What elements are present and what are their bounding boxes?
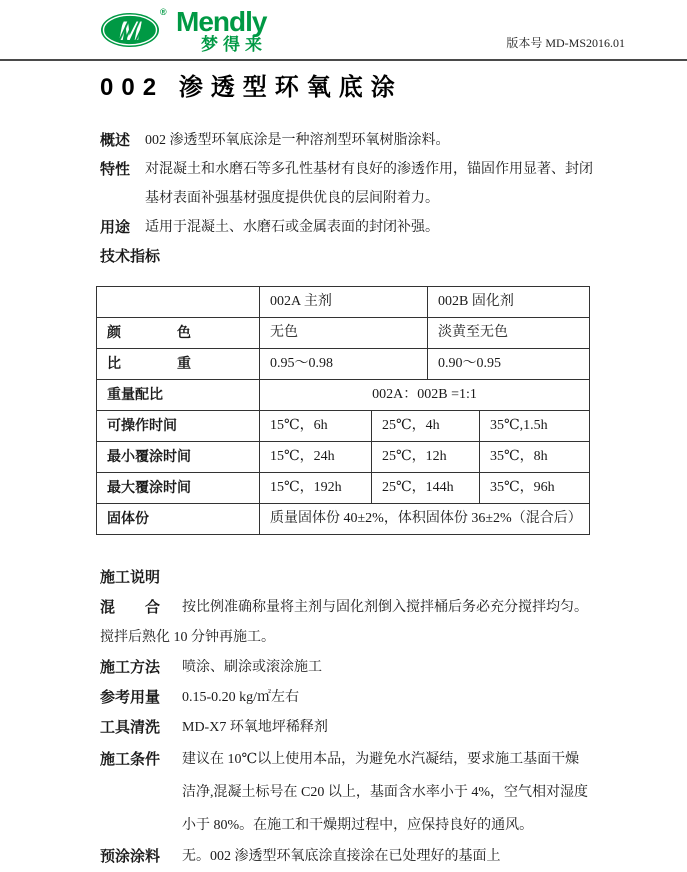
tech-indicators-heading: 技术指标 [100,248,161,265]
solids-value: 质量固体份 40±2%，体积固体份 36±2%（混合后） [259,504,589,534]
table-row-color [97,317,589,348]
dosage-row [100,683,625,713]
solids-label: 固体份 [107,510,149,526]
cleaning-row [100,713,625,743]
features-text [145,155,625,213]
pot-life-35c: 35℃,1.5h [479,411,589,441]
table-row-header [97,287,589,317]
method-text: 喷涂、刷涂或滚涂施工 [182,660,322,675]
color-b: 淡黄至无色 [427,318,589,348]
header-component-a: 002A 主剂 [259,287,427,317]
pot-life-15c: 15℃，6h [259,411,371,441]
usage-label: 用途 [100,219,131,236]
conditions-line-2: 洁净,混凝土标号在 C20 以上，基面含水率小于 4%，空气相对湿度 [182,785,588,800]
min-recoat-label: 最小覆涂时间 [107,448,191,464]
conditions-label: 施工条件 [100,751,161,768]
mixing-row [100,593,625,623]
features-label: 特性 [100,161,131,178]
ratio-value: 002A：002B =1:1 [259,380,589,410]
min-recoat-25c: 25℃，12h [371,442,479,472]
method-label: 施工方法 [100,659,161,676]
dosage-label: 参考用量 [100,689,161,706]
page-title: 002 渗透型环氧底涂 [100,74,403,101]
page-header [0,0,687,61]
svg-text:M: M [118,16,142,46]
brand-logo [100,6,267,54]
mixing-text: 按比例准确称量将主剂与固化剂倒入搅拌桶后务必充分搅拌均匀。 [182,600,588,615]
features-line-1: 对混凝土和水磨石等多孔性基材有良好的渗透作用，锚固作用显著、封闭 [145,162,593,177]
conditions-row [100,743,625,842]
max-recoat-25c: 25℃，144h [371,473,479,503]
ratio-label: 重量配比 [107,386,163,402]
version-label: 版本号 MD-MS2016.01 [506,36,625,50]
construction-heading: 施工说明 [100,569,161,586]
table-row-max-recoat [97,472,589,503]
pot-life-label: 可操作时间 [107,417,177,433]
gravity-label: 比 重 [107,355,191,371]
header-empty-cell [97,287,259,317]
table-row-ratio [97,379,589,410]
precoat-text: 无。002 渗透型环氧底涂直接涂在已处理好的基面上 [182,849,501,864]
gravity-a: 0.95～0.98 [259,349,427,379]
brand-name-en: Mendly [176,6,267,37]
table-row-solids [97,503,589,534]
max-recoat-label: 最大覆涂时间 [107,479,191,495]
cleaning-text: MD-X7 环氧地坪稀释剂 [182,720,328,735]
color-a: 无色 [259,318,427,348]
conditions-line-1: 建议在 10℃以上使用本品，为避免水汽凝结，要求施工基面干燥 [182,752,580,767]
overview-label: 概述 [100,132,131,149]
min-recoat-15c: 15℃，24h [259,442,371,472]
pot-life-25c: 25℃，4h [371,411,479,441]
mendly-logo-icon [100,9,172,49]
construction-section [100,563,625,872]
table-row-pot-life [97,410,589,441]
min-recoat-35c: 35℃，8h [479,442,589,472]
usage-text: 适用于混凝土、水磨石或金属表面的封闭补强。 [145,220,439,235]
max-recoat-15c: 15℃，192h [259,473,371,503]
color-label: 颜 色 [107,324,191,340]
brand-name-zh: 梦得来 [201,35,267,54]
max-recoat-35c: 35℃，96h [479,473,589,503]
dosage-text: 0.15-0.20 kg/㎡左右 [182,690,300,705]
document-body [0,73,687,872]
overview-row [100,126,625,155]
header-component-b: 002B 固化剂 [427,287,589,317]
registered-icon: ® [160,7,167,17]
gravity-b: 0.90～0.95 [427,349,589,379]
precoat-label: 预涂涂料 [100,848,161,865]
usage-row [100,213,625,242]
features-row [100,155,625,213]
mixing-label: 混 合 [100,599,161,616]
cleaning-label: 工具清洗 [100,719,161,736]
spec-table [96,286,590,535]
features-line-2: 基材表面补强基材强度提供优良的层间附着力。 [145,191,439,206]
mixing-note: 搅拌后熟化 10 分钟再施工。 [100,630,275,645]
overview-text: 002 渗透型环氧底涂是一种溶剂型环氧树脂涂料。 [145,133,450,148]
conditions-text [182,743,625,842]
conditions-line-3: 小于 80%。在施工和干燥期过程中，应保持良好的通风。 [182,818,534,833]
brand-text [176,6,267,54]
table-row-min-recoat [97,441,589,472]
method-row [100,653,625,683]
table-row-gravity [97,348,589,379]
precoat-row [100,842,625,872]
intro-section [100,126,625,271]
